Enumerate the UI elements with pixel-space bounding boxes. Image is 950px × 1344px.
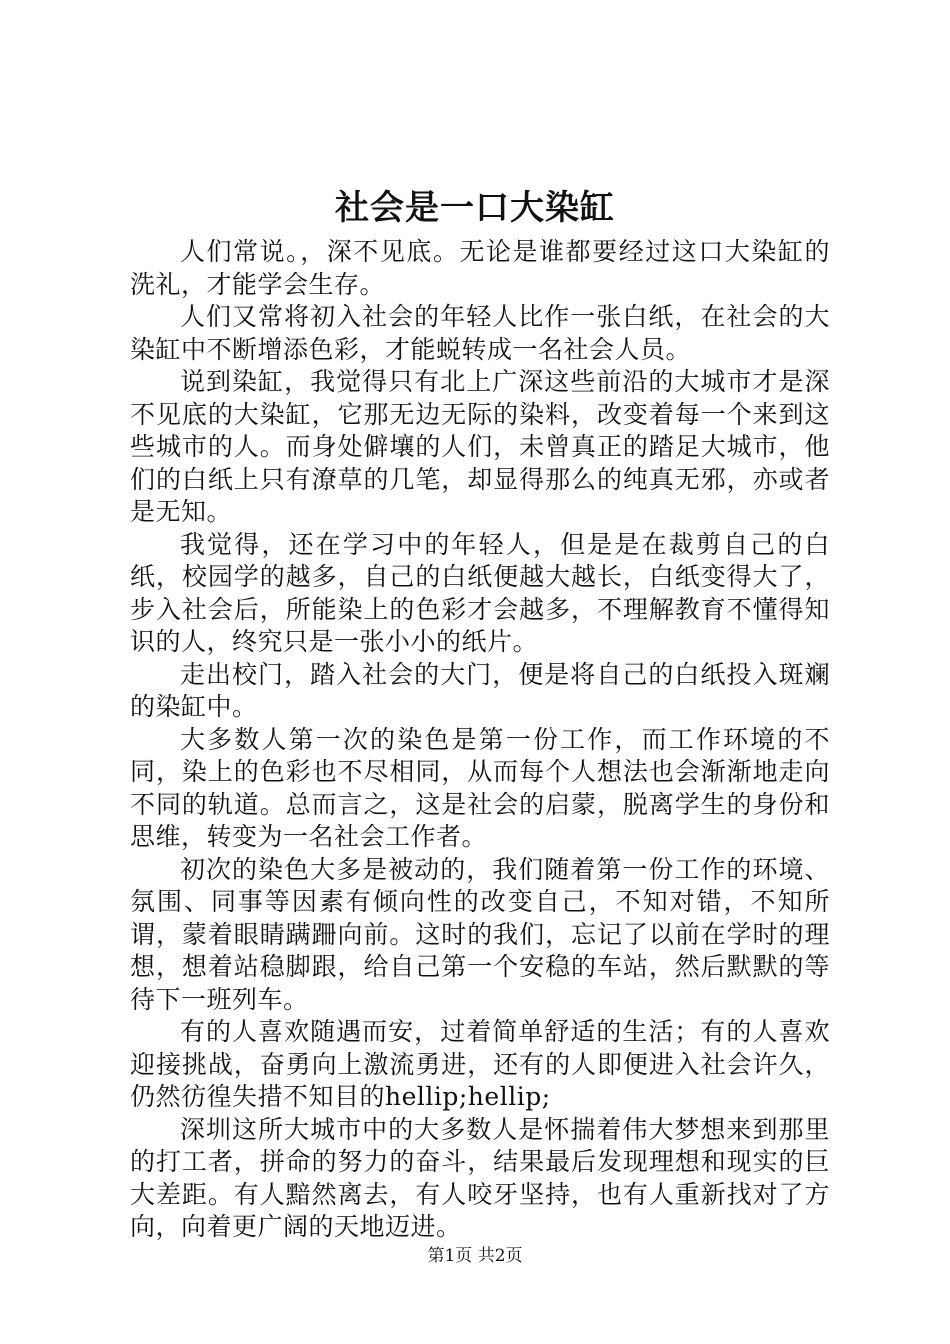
paragraph: 说到染缸，我觉得只有北上广深这些前沿的大城市才是深不见底的大染缸，它那无边无际的染料，改变着每一个来到这些城市的人。而身处僻壤的人们，未曾真正的踏足大城市，他们的白纸上只有潦草的几笔，却显得那么的纯真无邪，亦或者是无知。 — [130, 367, 830, 526]
paragraph: 深圳这所大城市中的大多数人是怀揣着伟大梦想来到那里的打工者，拼命的努力的奋斗，结果最后发现理想和现实的巨大差距。有人黯然离去，有人咬牙坚持，也有人重新找对了方向，向着更广阔的天地迈进。 — [130, 1114, 830, 1241]
paragraph: 人们又常将初入社会的年轻人比作一张白纸，在社会的大染缸中不断增添色彩，才能蜕转成一名社会人员。 — [130, 302, 830, 364]
paragraph: 初次的染色大多是被动的，我们随着第一份工作的环境、氛围、同事等因素有倾向性的改变自己，不知对错，不知所谓，蒙着眼睛蹒跚向前。这时的我们，忘记了以前在学时的理想，想着站稳脚跟，给自己第一个安稳的车站，然后默默的等待下一班列车。 — [130, 854, 830, 1014]
document-body — [130, 236, 830, 1244]
paragraph: 走出校门，踏入社会的大门，便是将自己的白纸投入斑斓的染缸中。 — [130, 659, 830, 721]
paragraph: 人们常说。，深不见底。无论是谁都要经过这口大染缸的洗礼，才能学会生存。 — [130, 237, 830, 299]
page-number-footer: 第1页 共2页 — [427, 1246, 523, 1266]
paragraph: 大多数人第一次的染色是第一份工作，而工作环境的不同，染上的色彩也不尽相同，从而每个人想法也会渐渐地走向不同的轨道。总而言之，这是社会的启蒙，脱离学生的身份和思维，转变为一名社会工作者。 — [130, 724, 830, 851]
paragraph: 我觉得，还在学习中的年轻人，但是是在裁剪自己的白纸，校园学的越多，自己的白纸便越大越长，白纸变得大了，步入社会后，所能染上的色彩才会越多，不理解教育不懂得知识的人，终究只是一张小小的纸片。 — [130, 529, 830, 656]
paragraph: 有的人喜欢随遇而安，过着简单舒适的生活；有的人喜欢迎接挑战，奋勇向上激流勇进，还有的人即便进入社会许久，仍然彷徨失措不知目的hellip;hellip; — [130, 1017, 830, 1111]
page-title: 社会是一口大染缸 — [335, 188, 615, 228]
